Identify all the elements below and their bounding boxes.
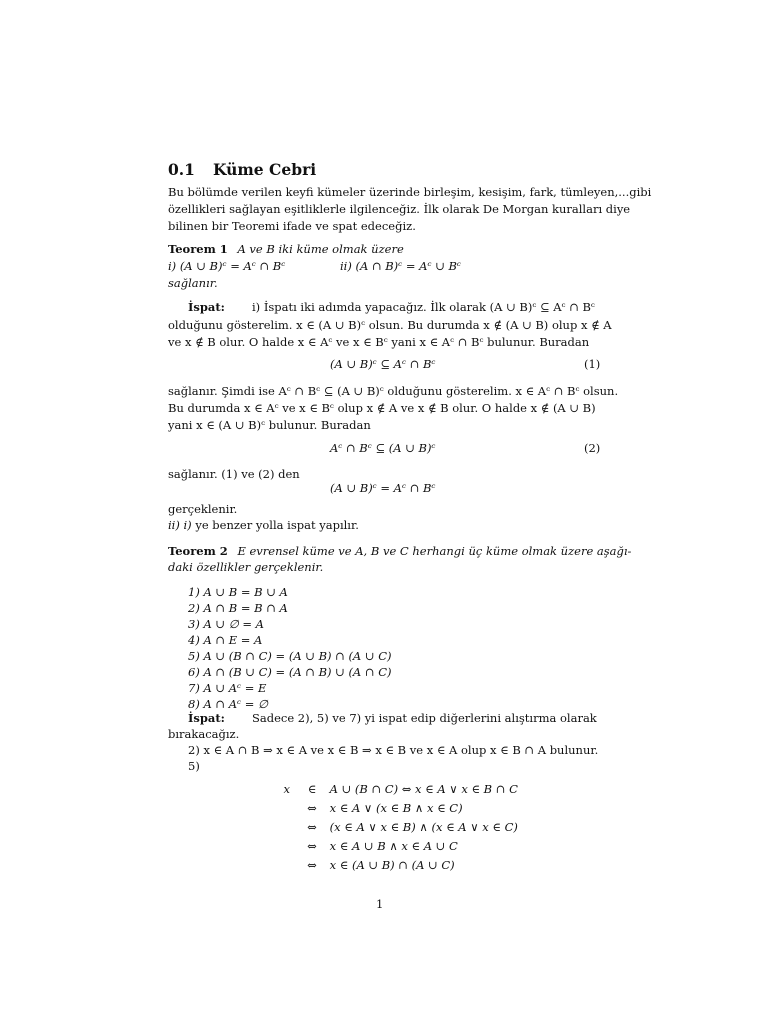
proof-1-label: İspat: (188, 300, 225, 314)
proof-1-line-9 (168, 518, 359, 532)
theorem-1-statement: A ve B iki küme olmak üzere (237, 242, 404, 256)
equation-1-number: (1) (584, 357, 601, 371)
property-item: 5) A ∪ (B ∩ C) = (A ∪ B) ∩ (A ∪ C) (188, 649, 392, 663)
property-item: 1) A ∪ B = B ∪ A (188, 585, 288, 599)
section-title: Küme Cebri (212, 160, 317, 179)
proof-2-label: İspat: (188, 711, 225, 725)
equation-2: Aᶜ ∩ Bᶜ ⊆ (A ∪ B)ᶜ (330, 441, 436, 455)
derivation-row: ⇔ (x ∈ A ∨ x ∈ B) ∧ (x ∈ A ∨ x ∈ C) (307, 820, 518, 834)
theorem-1-header (168, 242, 404, 256)
proof-1-ref-text: ye benzer yolla ispat yapılır. (195, 518, 359, 532)
property-item: 8) A ∩ Aᶜ = ∅ (188, 697, 269, 711)
proof-1-line-8: gerçeklenir. (168, 502, 238, 516)
derivation-row: ⇔ x ∈ (A ∪ B) ∩ (A ∪ C) (307, 858, 455, 872)
page-number: 1 (376, 897, 384, 911)
proof-1-line-5: Bu durumda x ∈ Aᶜ ve x ∈ Bᶜ olup x ∉ A ve x ∉ B olur. O halde x ∉ (A ∪ B) (168, 401, 596, 415)
derivation-row: ⇔ x ∈ A ∨ (x ∈ B ∧ x ∈ C) (307, 801, 463, 815)
equation-2-number: (2) (584, 441, 601, 455)
proof-1-line-3: ve x ∉ B olur. O halde x ∈ Aᶜ ve x ∈ Bᶜ yani x ∈ Aᶜ ∩ Bᶜ bulunur. Buradan (168, 335, 590, 349)
property-item: 6) A ∩ (B ∪ C) = (A ∩ B) ∪ (A ∩ C) (188, 665, 392, 679)
proof-1-line-2: olduğunu gösterelim. x ∈ (A ∪ B)ᶜ olsun. Bu durumda x ∉ (A ∪ B) olup x ∉ A (168, 318, 612, 332)
property-item: 2) A ∩ B = B ∩ A (188, 601, 288, 615)
section-heading (168, 160, 316, 180)
proof-1-ref: ii) i) (168, 518, 192, 532)
proof-2-line-1: Sadece 2), 5) ve 7) yi ispat edip diğerlerini alıştırma olarak (252, 711, 597, 725)
equation-3: (A ∪ B)ᶜ = Aᶜ ∩ Bᶜ (330, 481, 436, 495)
proof-2-line-2: bırakacağız. (168, 727, 240, 741)
intro-line-1: Bu bölümde verilen keyfi kümeler üzerinde birleşim, kesişim, fark, tümleyen,...gibi (168, 185, 652, 199)
theorem-2-statement-1: E evrensel küme ve A, B ve C herhangi üç küme olmak üzere aşağı- (237, 544, 632, 558)
theorem-2-statement-2: daki özellikler gerçeklenir. (168, 560, 324, 574)
proof-1-line-6: yani x ∈ (A ∪ B)ᶜ bulunur. Buradan (168, 418, 371, 432)
derivation-row: ⇔ x ∈ A ∪ B ∧ x ∈ A ∪ C (307, 839, 458, 853)
theorem-2-label: Teorem 2 (168, 544, 228, 558)
proof-1-line-4: sağlanır. Şimdi ise Aᶜ ∩ Bᶜ ⊆ (A ∪ B)ᶜ olduğunu gösterelim. x ∈ Aᶜ ∩ Bᶜ olsun. (168, 384, 619, 398)
property-item: 7) A ∪ Aᶜ = E (188, 681, 267, 695)
intro-line-2: özellikleri sağlayan eşitliklerle ilgilenceğiz. İlk olarak De Morgan kuralları diye (168, 202, 631, 216)
proof-1-line-1: i) İspatı iki adımda yapacağız. İlk olarak (A ∪ B)ᶜ ⊆ Aᶜ ∩ Bᶜ (252, 300, 595, 314)
property-item: 4) A ∩ E = A (188, 633, 263, 647)
theorem-1-part-ii: ii) (A ∩ B)ᶜ = Aᶜ ∪ Bᶜ (340, 259, 461, 273)
intro-line-3: bilinen bir Teoremi ifade ve spat edeceğiz. (168, 219, 416, 233)
proof-1-line-7: sağlanır. (1) ve (2) den (168, 467, 300, 481)
theorem-1-label: Teorem 1 (168, 242, 228, 256)
theorem-1-part-i: i) (A ∪ B)ᶜ = Aᶜ ∩ Bᶜ (168, 259, 286, 273)
theorem-2-header (168, 544, 631, 558)
section-number: 0.1 (168, 160, 195, 179)
derivation-row: x ∈ A ∪ (B ∩ C) ⇔ x ∈ A ∨ x ∈ B ∩ C (283, 782, 518, 796)
proof-2-line-4: 5) (188, 759, 200, 773)
property-item: 3) A ∪ ∅ = A (188, 617, 264, 631)
equation-1: (A ∪ B)ᶜ ⊆ Aᶜ ∩ Bᶜ (330, 357, 436, 371)
theorem-1-closing: sağlanır. (168, 276, 218, 290)
proof-2-line-3: 2) x ∈ A ∩ B ⇒ x ∈ A ve x ∈ B ⇒ x ∈ B ve x ∈ A olup x ∈ B ∩ A bulunur. (188, 743, 599, 757)
